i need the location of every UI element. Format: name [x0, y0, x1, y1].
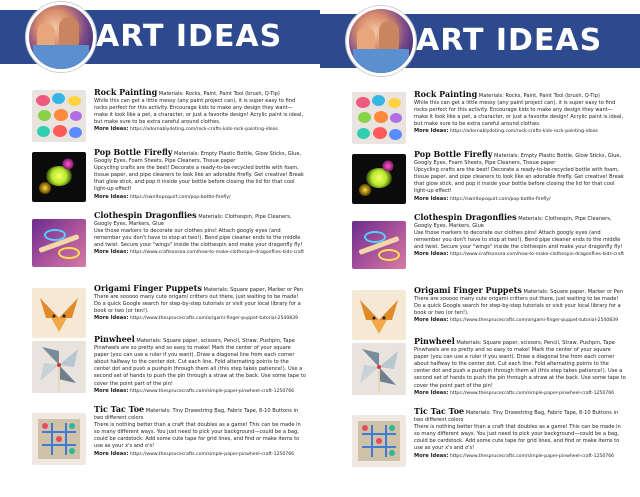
idea-title: Rock Painting — [414, 89, 478, 99]
glowing-firefly-photo — [32, 152, 86, 202]
idea-title: Clothespin Dragonflies — [94, 210, 197, 220]
more-ideas-line — [414, 196, 626, 203]
glowing-firefly-photo — [352, 154, 406, 204]
idea-materials: Materials: Rocks, Paint, Paint Tool (brush, Q-Tip) — [158, 91, 280, 97]
more-ideas-link[interactable]: https://www.thesprucecrafts.com/simple-paper-pinwheel-craft-1250766 — [449, 390, 615, 396]
more-ideas-link[interactable]: https://swirltopsquirt.com/pop-bottle-firefly/ — [449, 196, 551, 202]
header-banner — [0, 10, 320, 64]
more-ideas-line — [414, 128, 626, 135]
more-ideas-label: More Ideas: — [94, 249, 129, 256]
idea-heading — [414, 286, 626, 296]
idea-materials: Materials: Empty Plastic Bottle, Glow Sticks, Glue, Googly Eyes, Foam Sheets, Pipe Cleaners, Tissue paper — [414, 153, 622, 167]
idea-description: There are sooooo many cute origami critters out there, just waiting to be made! Do a quick Google search for step-by-step tutorials or visit your local library for a book or two (or ten!). — [94, 294, 301, 315]
more-ideas-link[interactable]: https://www.thesprucecrafts.com/simple-paper-pinwheel-craft-1250766 — [449, 453, 615, 459]
idea-description: While this can get a little messy (any paint project can), it is super easy to find rocks perfect for this activity. Encourage kids to make any design they want—make it look like a pet, a character, or just a favorite design! Acrylic paint is ideal, but make sure to be extra careful around clothes. — [414, 100, 624, 128]
idea-materials: Materials: Square paper, scissors, Pencil, Straw, Pushpin, Tape — [136, 338, 295, 344]
more-ideas-line — [94, 388, 306, 395]
more-ideas-line — [94, 315, 306, 322]
idea-materials: Materials: Clothespin, Pipe Cleaners, Googly Eyes, Markers, Glue — [414, 216, 612, 230]
kids-photo-circle — [26, 2, 96, 72]
header-banner — [320, 14, 640, 68]
more-ideas-label: More Ideas: — [94, 315, 129, 322]
pinwheel-photo — [352, 343, 406, 395]
dragonfly-photo — [32, 219, 86, 267]
tic-tac-toe-bag-photo — [352, 415, 406, 467]
idea-description: Use those markers to decorate our clothes pins! Attach googly eyes (and remember you don't have to stop at two!). Bend pipe cleaner ends to the middle and twist. Secure your "wings" inside the clothespin and make your dragonfly fly! — [94, 228, 303, 249]
painted-rocks-photo — [32, 90, 86, 142]
more-ideas-label: More Ideas: — [414, 317, 449, 324]
pinwheel-shape — [352, 343, 406, 395]
more-ideas-label: More Ideas: — [414, 251, 449, 258]
origami-fox-photo — [352, 290, 406, 340]
idea-heading — [94, 335, 306, 345]
more-ideas-label: More Ideas: — [94, 126, 129, 133]
more-ideas-link[interactable]: https://adornablydoting.com/rock-crafts-kids-rock-painting-ideas — [449, 129, 598, 135]
more-ideas-line — [94, 126, 306, 133]
idea-description: Upcycling crafts are the best! Decorate a ready-to-be-recycled bottle with foam, tissue paper, and pipe cleaners to look like an adorable firefly. Get creative! Break that glow stick, and pop it inside your bottle before closing the lid for that cool light-up effect! — [414, 167, 624, 195]
idea-title: Tic Tac Toe — [94, 404, 145, 414]
idea-description: Upcycling crafts are the best! Decorate a ready-to-be-recycled bottle with foam, tissue paper, and pipe cleaners to look like an adorable firefly. Get creative! Break that glow stick, and pop it inside your bottle before closing the lid for that cool light-up effect! — [94, 165, 304, 193]
more-ideas-link[interactable]: https://www.thesprucecrafts.com/origami-finger-puppet-tutorial-2540839 — [129, 316, 299, 322]
idea-description: Pinwheels are so pretty and so easy to make! Mark the center of your square paper (you can use a ruler if you want). Draw a diagonal line from each corner about halfway to the center dot. Cut each line. Fold alternating points to the center dot and push a pushpin through them all (this step takes patience!). Use a second set of hands to push the pin through a straw at the back. Use some tape to cover the point part of the pin! — [94, 345, 306, 387]
more-ideas-line — [94, 451, 306, 458]
origami-fox-photo — [32, 288, 86, 338]
page-left — [0, 0, 320, 495]
more-ideas-label: More Ideas: — [414, 195, 449, 202]
idea-description: There is nothing better than a craft that doubles as a game! This can be made in so many different ways. You just need to pick your background—could be a bag, could be cardstock. Add some cute tape for grid lines, and find or make items to use as your x's and o's! — [414, 424, 621, 452]
page-right — [320, 2, 640, 497]
idea-materials: Materials: Clothespin, Pipe Cleaners, Googly Eyes, Markers, Glue — [94, 214, 292, 228]
idea-heading — [414, 407, 626, 424]
idea-description: While this can get a little messy (any paint project can), it is super easy to find rocks perfect for this activity. Encourage kids to make any design they want—make it look like a pet, a character, or just a favorite design! Acrylic paint is ideal, but make sure to be extra careful around clothes. — [94, 98, 304, 126]
more-ideas-link[interactable]: https://adornablydoting.com/rock-crafts-kids-rock-painting-ideas — [129, 127, 278, 133]
page-title: ART IDEAS — [96, 19, 283, 54]
idea-description: There are sooooo many cute origami critters out there, just waiting to be made! Do a quick Google search for step-by-step tutorials or visit your local library for a book or two (or ten!). — [414, 296, 621, 317]
more-ideas-line — [94, 249, 306, 256]
more-ideas-link[interactable]: https://www.craftsonsea.com/how-to-make-clothespin-dragonflies-kids-craft — [449, 252, 625, 258]
more-ideas-link[interactable]: https://www.thesprucecrafts.com/origami-finger-puppet-tutorial-2540839 — [449, 318, 619, 324]
more-ideas-line — [414, 317, 626, 324]
idea-title: Pop Bottle Firefly — [414, 149, 493, 159]
origami-fox-shape — [352, 290, 406, 340]
more-ideas-link[interactable]: https://www.thesprucecrafts.com/simple-paper-pinwheel-craft-1250766 — [129, 451, 295, 457]
more-ideas-link[interactable]: https://www.thesprucecrafts.com/simple-paper-pinwheel-craft-1250766 — [129, 388, 295, 394]
more-ideas-link[interactable]: https://swirltopsquirt.com/pop-bottle-firefly/ — [129, 194, 231, 200]
idea-title: Origami Finger Puppets — [414, 285, 522, 295]
idea-title: Clothespin Dragonflies — [414, 212, 517, 222]
idea-materials: Materials: Square paper, Marker or Pen — [203, 287, 304, 293]
idea-heading — [94, 284, 306, 294]
idea-description: Pinwheels are so pretty and so easy to make! Mark the center of your square paper (you can use a ruler if you want). Draw a diagonal line from each corner about halfway to the center dot. Cut each line. Fold alternating points to the center dot and push a pushpin through them all (this step takes patience!). Use a second set of hands to push the pin through a straw at the back. Use some tape to cover the point part of the pin! — [414, 347, 626, 389]
idea-materials: Materials: Square paper, Marker or Pen — [523, 289, 624, 295]
idea-title: Origami Finger Puppets — [94, 283, 202, 293]
more-ideas-link[interactable]: https://www.craftsonsea.com/how-to-make-clothespin-dragonflies-kids-craft — [129, 250, 305, 256]
painted-rocks-photo — [352, 92, 406, 144]
more-ideas-label: More Ideas: — [414, 389, 449, 396]
more-ideas-label: More Ideas: — [414, 128, 449, 135]
kids-photo-circle — [346, 6, 416, 76]
tic-tac-toe-bag-photo — [32, 413, 86, 465]
more-ideas-line — [414, 453, 626, 460]
idea-heading — [414, 337, 626, 347]
idea-heading — [94, 405, 306, 422]
more-ideas-label: More Ideas: — [94, 450, 129, 457]
idea-heading — [94, 211, 306, 228]
more-ideas-line — [414, 390, 626, 397]
idea-heading — [94, 148, 306, 165]
more-ideas-line — [94, 194, 306, 201]
tic-tac-toe-shape — [32, 413, 86, 465]
idea-materials: Materials: Tiny Drawstring Bag, Fabric Tape, 8-10 Buttons in two different colors — [414, 410, 619, 424]
idea-title: Pop Bottle Firefly — [94, 147, 173, 157]
dragonfly-photo — [352, 221, 406, 269]
page-title: ART IDEAS — [416, 23, 603, 58]
idea-description: Use those markers to decorate our clothes pins! Attach googly eyes (and remember you don't have to stop at two!). Bend pipe cleaner ends to the middle and twist. Secure your "wings" inside the clothespin and make your dragonfly fly! — [414, 230, 623, 251]
idea-materials: Materials: Square paper, scissors, Pencil, Straw, Pushpin, Tape — [456, 340, 615, 346]
idea-description: There is nothing better than a craft that doubles as a game! This can be made in so many different ways. You just need to pick your background—could be a bag, could be cardstock. Add some cute tape for grid lines, and find or make items to use as your x's and o's! — [94, 422, 301, 450]
idea-title: Pinwheel — [414, 336, 455, 346]
idea-title: Rock Painting — [94, 87, 158, 97]
idea-title: Pinwheel — [94, 334, 135, 344]
more-ideas-label: More Ideas: — [94, 387, 129, 394]
idea-materials: Materials: Empty Plastic Bottle, Glow Sticks, Glue, Googly Eyes, Foam Sheets, Pipe Cleaners, Tissue paper — [94, 151, 302, 165]
idea-heading — [414, 150, 626, 167]
more-ideas-label: More Ideas: — [414, 452, 449, 459]
pinwheel-photo — [32, 341, 86, 393]
idea-materials: Materials: Tiny Drawstring Bag, Fabric Tape, 8-10 Buttons in two different colors — [94, 408, 299, 422]
idea-materials: Materials: Rocks, Paint, Paint Tool (brush, Q-Tip) — [478, 93, 600, 99]
more-ideas-line — [414, 251, 626, 258]
more-ideas-label: More Ideas: — [94, 193, 129, 200]
idea-heading — [414, 213, 626, 230]
idea-title: Tic Tac Toe — [414, 406, 465, 416]
pinwheel-shape — [32, 341, 86, 393]
idea-heading — [94, 88, 306, 98]
origami-fox-shape — [32, 288, 86, 338]
idea-heading — [414, 90, 626, 100]
tic-tac-toe-shape — [352, 415, 406, 467]
